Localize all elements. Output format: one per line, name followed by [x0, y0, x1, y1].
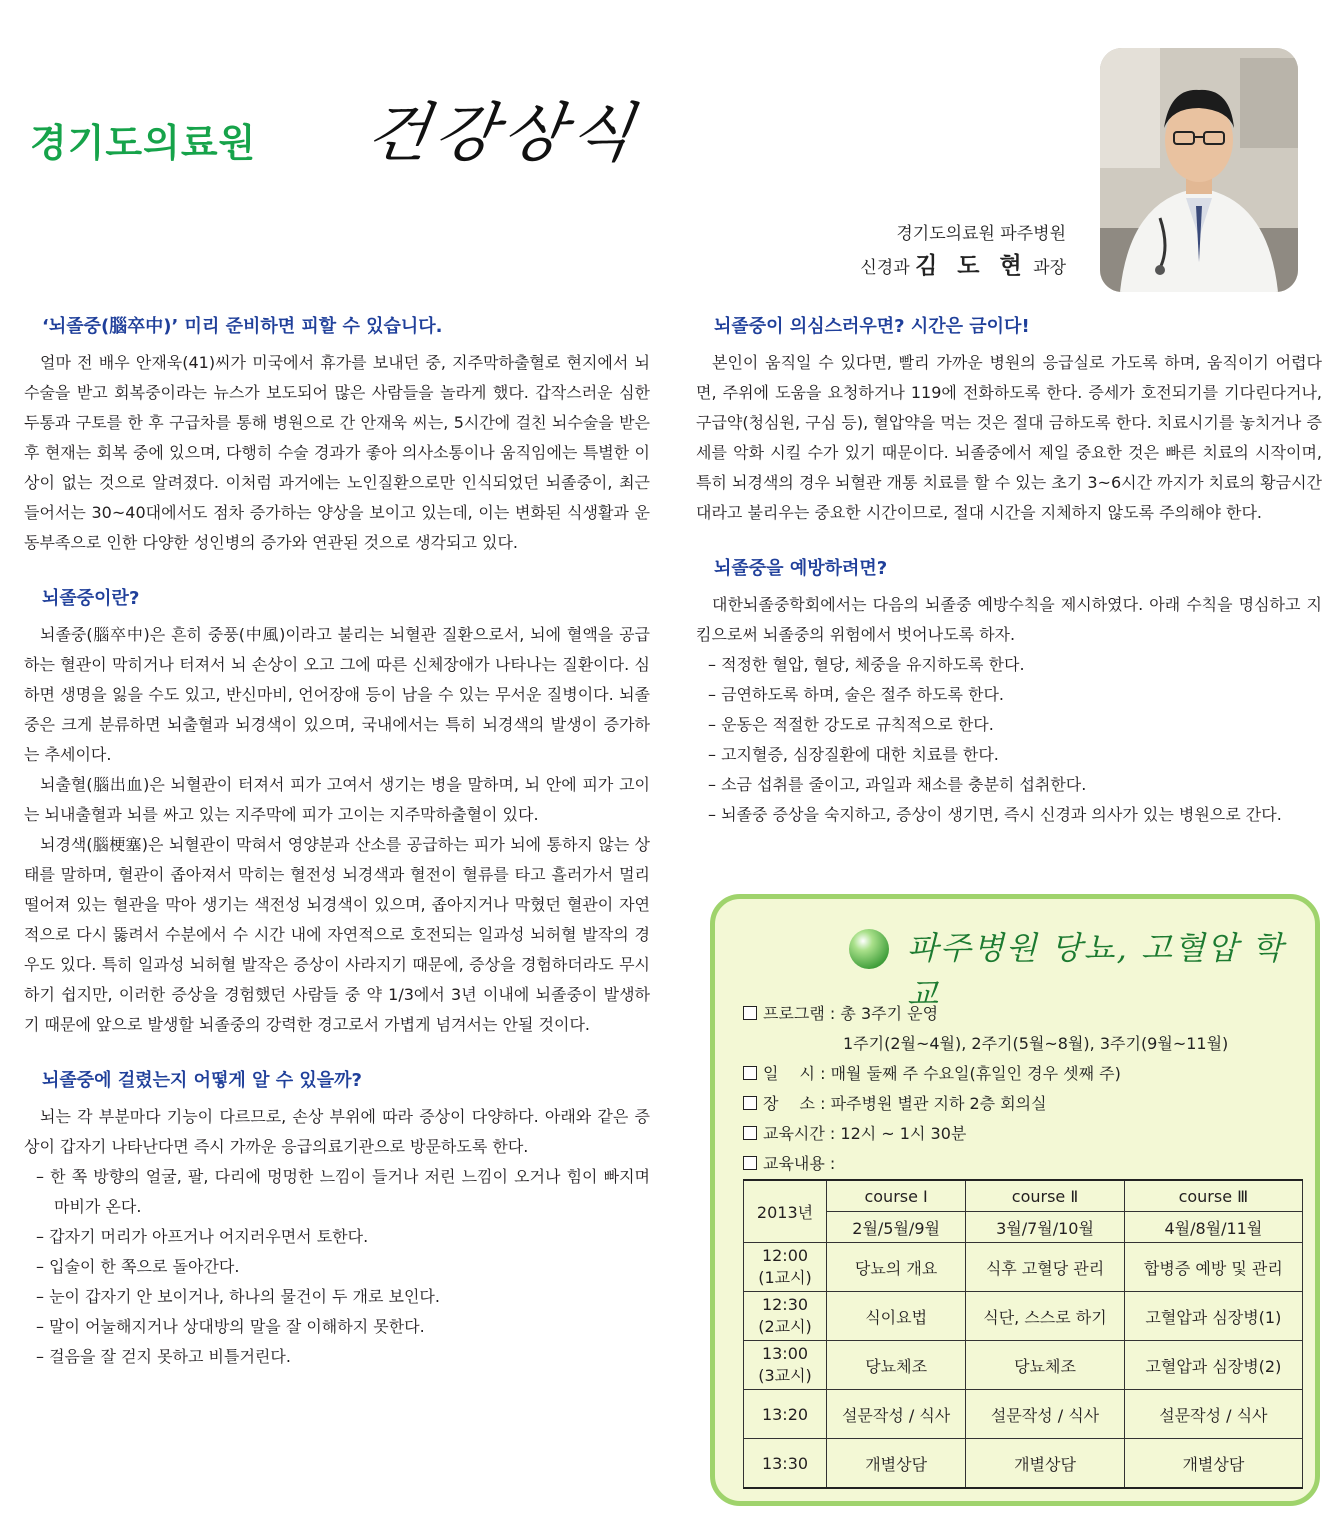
table-cell: 당뇨체조 — [827, 1341, 966, 1390]
info-label: 교육내용 — [763, 1154, 825, 1173]
table-row — [744, 1180, 1303, 1212]
doctor-photo — [1100, 48, 1298, 292]
list-item: – 뇌졸중 증상을 숙지하고, 증상이 생기면, 즉시 신경과 의사가 있는 병원으로 간다. — [708, 805, 1282, 824]
list-item: – 눈이 갑자기 안 보이거나, 하나의 물건이 두 개로 보인다. — [36, 1287, 440, 1306]
period-text: (1교시) — [758, 1268, 812, 1287]
months-cell: 3월/7월/10월 — [966, 1212, 1125, 1243]
prevention-list — [696, 650, 1322, 830]
info-label: 프로그램 — [763, 1004, 825, 1023]
table-cell: 식이요법 — [827, 1292, 966, 1341]
program-detail: 1주기(2월~4월), 2주기(5월~8월), 3주기(9월~11월) — [843, 1034, 1229, 1053]
list-item: – 운동은 적절한 강도로 규칙적으로 한다. — [708, 715, 994, 734]
right-column — [696, 314, 1322, 830]
time-cell — [744, 1243, 827, 1292]
list-item: – 한 쪽 방향의 얼굴, 팔, 다리에 멍멍한 느낌이 들거나 저린 느낌이 오거나 힘이 빠지며 마비가 온다. — [36, 1167, 650, 1216]
table-cell: 개별상담 — [1124, 1439, 1302, 1489]
author-position: 과장 — [1033, 258, 1066, 278]
paragraph: 뇌는 각 부분마다 기능이 다르므로, 손상 부위에 따라 증상이 다양하다. 아래와 같은 증상이 갑자기 나타난다면 즉시 가까운 응급의료기관으로 방문하도록 한다. — [24, 1107, 650, 1156]
table-row — [744, 1439, 1303, 1489]
course-header: course Ⅰ — [827, 1180, 966, 1212]
date-row — [743, 1059, 1228, 1089]
table-cell: 고혈압과 심장병(2) — [1124, 1341, 1302, 1390]
info-label: 교육시간 — [763, 1124, 825, 1143]
list-item: – 걸음을 잘 걷지 못하고 비틀거린다. — [36, 1347, 291, 1366]
table-cell: 식후 고혈당 관리 — [966, 1243, 1125, 1292]
table-cell: 설문작성 / 식사 — [966, 1390, 1125, 1439]
table-cell: 합병증 예방 및 관리 — [1124, 1243, 1302, 1292]
paragraph: 뇌출혈(腦出血)은 뇌혈관이 터져서 피가 고여서 생기는 병을 말하며, 뇌 안에 피가 고이는 뇌내출혈과 뇌를 싸고 있는 지주막에 피가 고이는 지주막하출혈이 있다. — [24, 775, 650, 824]
school-info-box — [710, 894, 1320, 1506]
course-header: course Ⅲ — [1124, 1180, 1302, 1212]
checkbox-icon — [743, 1096, 757, 1110]
colon: : — [820, 1064, 826, 1083]
left-column — [24, 314, 650, 1372]
time-cell: 13:30 — [744, 1439, 827, 1489]
list-item: – 고지혈증, 심장질환에 대한 치료를 한다. — [708, 745, 999, 764]
info-value: 매월 둘째 주 수요일(휴일인 경우 셋째 주) — [830, 1064, 1121, 1083]
table-cell: 당뇨체조 — [966, 1341, 1125, 1390]
table-row — [744, 1212, 1303, 1243]
section-heading: ‘뇌졸중(腦卒中)’ 미리 준비하면 피할 수 있습니다. — [42, 316, 443, 337]
time-cell: 13:20 — [744, 1390, 827, 1439]
schedule-table — [743, 1179, 1303, 1489]
author-dept: 신경과 — [860, 258, 910, 278]
content-row — [743, 1149, 1228, 1179]
course-header: course Ⅱ — [966, 1180, 1125, 1212]
list-item: – 금연하도록 하며, 술은 절주 하도록 한다. — [708, 685, 1004, 704]
checkbox-icon — [743, 1126, 757, 1140]
time-cell — [744, 1341, 827, 1390]
green-ball-icon — [849, 929, 889, 969]
section-heading: 뇌졸중을 예방하려면? — [714, 558, 888, 579]
section-title: 건강상식 — [361, 97, 644, 171]
section-heading: 뇌졸중이란? — [42, 588, 140, 609]
table-cell: 개별상담 — [827, 1439, 966, 1489]
table-row — [744, 1341, 1303, 1390]
period-text: (3교시) — [758, 1366, 812, 1385]
author-block — [740, 218, 1066, 284]
list-item: – 소금 섭취를 줄이고, 과일과 채소를 충분히 섭취한다. — [708, 775, 1087, 794]
months-cell: 4월/8월/11월 — [1124, 1212, 1302, 1243]
school-title: 파주병원 당뇨, 고혈압 학교 — [907, 929, 1285, 1013]
period-text: (2교시) — [758, 1317, 812, 1336]
colon: : — [829, 1154, 836, 1173]
colon: : — [829, 1124, 836, 1143]
list-item: – 적정한 혈압, 혈당, 체중을 유지하도록 한다. — [708, 655, 1025, 674]
year-cell: 2013년 — [744, 1180, 827, 1243]
author-line — [740, 250, 1066, 284]
table-cell: 설문작성 / 식사 — [1124, 1390, 1302, 1439]
list-item: – 입술이 한 쪽으로 돌아간다. — [36, 1257, 240, 1276]
checkbox-icon — [743, 1066, 757, 1080]
table-row — [744, 1292, 1303, 1341]
org-name: 경기도의료원 — [30, 121, 257, 165]
symptom-list — [24, 1162, 650, 1372]
checkbox-icon — [743, 1156, 757, 1170]
paragraph: 뇌경색(腦梗塞)은 뇌혈관이 막혀서 영양분과 산소를 공급하는 피가 뇌에 통하지 않는 상태를 말하며, 혈관이 좁아져서 막히는 혈전성 뇌경색과 혈전이 혈류를 타고 흘러가서 멀리 떨어져 있는 혈관을 막아 생기는 색전성 뇌경색이 있으며, 좁아지거나 막혔던 혈관이 자연적으로 다시 뚫려서 수분에서 수 시간 내에 자연적으로 호전되는 일과성 뇌허혈 발작의 경우도 있다. 특히 일과성 뇌허혈 발작은 증상이 사라지기 때문에, 증상을 경험하더라도 무시하기 쉽지만, 이러한 증상을 경험했던 사람들 중 약 1/3에서 3년 이내에 뇌졸중이 발생하기 때문에 앞으로 발생할 뇌졸중의 강력한 경고로서 가볍게 넘겨서는 안될 것이다. — [24, 835, 650, 1034]
months-cell: 2월/5월/9월 — [827, 1212, 966, 1243]
info-value: 총 3주기 운영 — [840, 1004, 939, 1023]
time-text: 12:30 — [761, 1295, 809, 1314]
time-text: 13:00 — [761, 1344, 809, 1363]
section-heading: 뇌졸중이 의심스러우면? 시간은 금이다! — [714, 316, 1030, 337]
table-cell: 개별상담 — [966, 1439, 1125, 1489]
colon: : — [820, 1094, 826, 1113]
info-label: 장 소 — [763, 1094, 815, 1113]
paragraph: 얼마 전 배우 안재욱(41)씨가 미국에서 휴가를 보내던 중, 지주막하출혈로 현지에서 뇌수술을 받고 회복중이라는 뉴스가 보도되어 많은 사람들을 놀라게 했다. 갑작스러운 심한 두통과 구토를 한 후 구급차를 통해 병원으로 간 안재욱 씨는, 5시간에 걸친 뇌수술을 받은 후 현재는 회복 중에 있으며, 다행히 수술 경과가 좋아 의사소통이나 움직임에는 특별한 이상이 없는 것으로 알려졌다. 이처럼 과거에는 노인질환으로만 인식되었던 뇌졸중이, 최근 들어서는 30~40대에서도 점차 증가하는 양상을 보이고 있는데, 이는 변화된 식생활과 운동부족으로 인한 다양한 성인병의 증가와 연관된 것으로 생각되고 있다. — [24, 353, 650, 552]
time-text: 12:00 — [761, 1246, 809, 1265]
info-label: 일 시 — [763, 1064, 815, 1083]
paragraph: 뇌졸중(腦卒中)은 흔히 중풍(中風)이라고 불리는 뇌혈관 질환으로서, 뇌에 혈액을 공급하는 혈관이 막히거나 터져서 뇌 손상이 오고 그에 따른 신체장애가 나타나는 질환이다. 심하면 생명을 잃을 수도 있고, 반신마비, 언어장애 등이 남을 수 있는 무서운 질병이다. 뇌졸중은 크게 분류하면 뇌출혈과 뇌경색이 있으며, 국내에서는 특히 뇌경색의 발생이 증가하는 추세이다. — [24, 625, 650, 764]
table-row — [744, 1243, 1303, 1292]
checkbox-icon — [743, 1006, 757, 1020]
place-row — [743, 1089, 1228, 1119]
time-row — [743, 1119, 1228, 1149]
author-affiliation: 경기도의료원 파주병원 — [896, 224, 1066, 244]
table-row — [744, 1390, 1303, 1439]
list-item: – 갑자기 머리가 아프거나 어지러우면서 토한다. — [36, 1227, 369, 1246]
doctor-portrait-icon — [1100, 48, 1298, 292]
program-row — [743, 999, 1228, 1029]
table-cell: 설문작성 / 식사 — [827, 1390, 966, 1439]
list-item: – 말이 어눌해지거나 상대방의 말을 잘 이해하지 못한다. — [36, 1317, 425, 1336]
school-info — [743, 999, 1228, 1179]
table-cell: 식단, 스스로 하기 — [966, 1292, 1125, 1341]
table-cell: 당뇨의 개요 — [827, 1243, 966, 1292]
info-value: 파주병원 별관 지하 2층 회의실 — [830, 1094, 1047, 1113]
paragraph: 본인이 움직일 수 있다면, 빨리 가까운 병원의 응급실로 가도록 하며, 움직이기 어렵다면, 주위에 도움을 요청하거나 119에 전화하도록 한다. 증세가 호전되기를 기다린다거나, 구급약(청심원, 구심 등), 혈압약을 먹는 것은 절대 금하도록 한다. 치료시기를 놓치거나 증세를 악화 시킬 수가 있기 때문이다. 뇌졸중에서 제일 중요한 것은 빠른 치료의 시작이며, 특히 뇌경색의 경우 뇌혈관 개통 치료를 할 수 있는 초기 3~6시간 까지가 치료의 황금시간대라고 불리우는 중요한 시간이므로, 절대 시간을 지체하지 않도록 주의해야 한다. — [696, 353, 1322, 522]
time-cell — [744, 1292, 827, 1341]
author-name: 김 도 현 — [915, 252, 1028, 279]
colon: : — [829, 1004, 836, 1023]
section-heading: 뇌졸중에 걸렸는지 어떻게 알 수 있을까? — [42, 1070, 362, 1091]
table-cell: 고혈압과 심장병(1) — [1124, 1292, 1302, 1341]
info-value: 12시 ~ 1시 30분 — [840, 1124, 967, 1143]
paragraph: 대한뇌졸중학회에서는 다음의 뇌졸중 예방수칙을 제시하였다. 아래 수칙을 명심하고 지킴으로써 뇌졸중의 위험에서 벗어나도록 하자. — [696, 595, 1322, 644]
